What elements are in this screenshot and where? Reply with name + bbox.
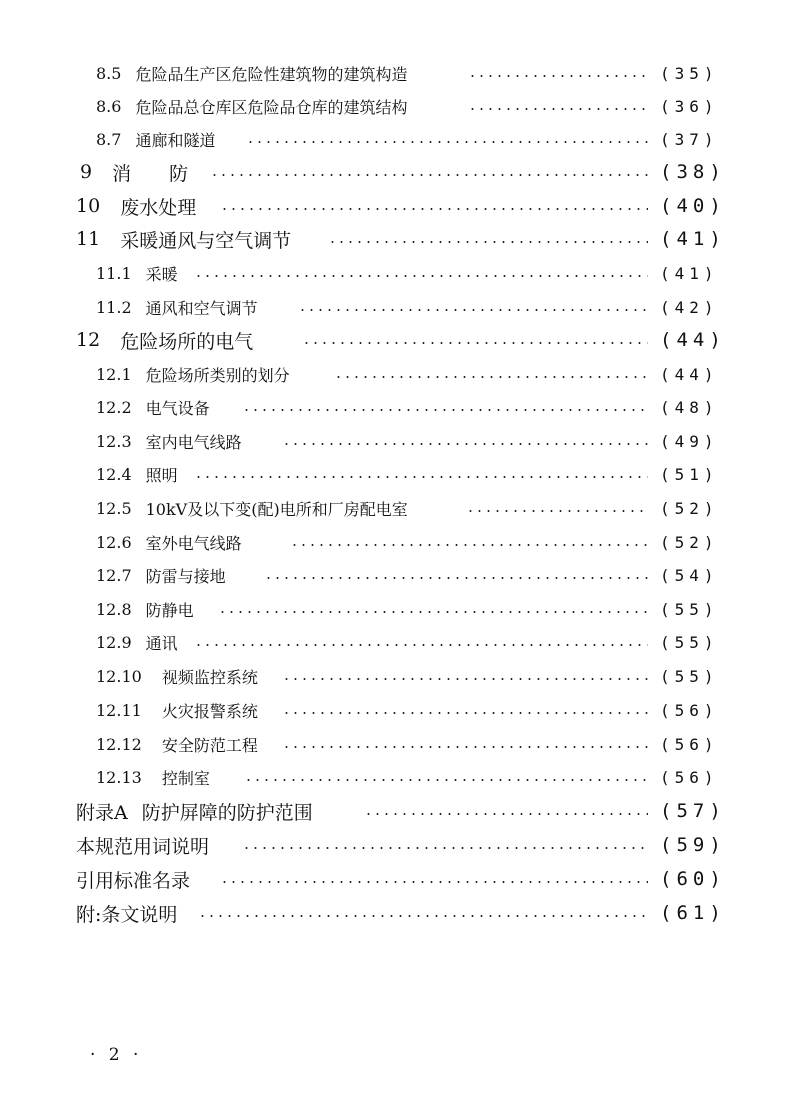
toc-entry-number: 11.1: [96, 263, 132, 283]
toc-entry-number: 12.5: [96, 498, 132, 518]
toc-entry[interactable]: [0, 558, 790, 592]
toc-entry-page: (55): [660, 599, 719, 619]
dot-leader: [468, 108, 648, 110]
toc-entry-number: 10: [76, 195, 101, 217]
toc-entry[interactable]: [0, 222, 790, 256]
toc-entry-title: 采暖: [145, 264, 178, 284]
toc-entry-page: (41): [660, 228, 726, 250]
dot-leader: [466, 510, 648, 512]
dot-leader: [198, 915, 648, 917]
toc-entry-page: (54): [660, 565, 719, 585]
toc-entry[interactable]: [0, 828, 790, 862]
toc-entry-title: 安全防范工程: [161, 735, 258, 755]
toc-entry-title: 视频监控系统: [161, 667, 258, 687]
dot-leader: [282, 443, 648, 445]
dot-leader: [282, 746, 648, 748]
dot-leader: [290, 544, 648, 546]
dot-leader: [334, 376, 648, 378]
toc-entry-number: 8.5: [96, 63, 122, 83]
toc-entry-title: 采暖通风与空气调节: [120, 229, 292, 252]
toc-entry-number: 12.12: [96, 734, 142, 754]
toc-entry-title: 10kV及以下变(配)电所和厂房配电室: [145, 499, 408, 519]
toc-entry-page: (52): [660, 498, 719, 518]
toc-entry-title: 附:条文说明: [76, 903, 178, 926]
toc-entry[interactable]: [0, 625, 790, 659]
toc-entry-page: (52): [660, 532, 719, 552]
toc-entry-title: 室内电气线路: [145, 432, 242, 452]
toc-entry[interactable]: [0, 189, 790, 223]
toc-entry[interactable]: [0, 693, 790, 727]
dot-leader: [194, 476, 648, 478]
toc-entry-title: 危险品总仓库区危险品仓库的建筑结构: [135, 97, 408, 117]
toc-entry[interactable]: [0, 357, 790, 391]
dot-leader: [264, 577, 648, 579]
toc-entry-page: (60): [660, 868, 726, 890]
toc-entry[interactable]: [0, 323, 790, 357]
toc-entry-title: 危险品生产区危险性建筑物的建筑构造: [135, 64, 408, 84]
dot-leader: [194, 644, 648, 646]
toc-entry-number: 12.9: [96, 632, 132, 652]
toc-entry-title: 室外电气线路: [145, 533, 242, 553]
toc-entry-page: (55): [660, 632, 719, 652]
toc-entry-number: 12.1: [96, 364, 132, 384]
toc-entry-title: 通风和空气调节: [145, 298, 258, 318]
dot-leader: [220, 881, 648, 883]
toc-entry[interactable]: [0, 155, 790, 189]
toc-entry-page: (36): [660, 96, 719, 116]
toc-entry-title: 照明: [145, 465, 178, 485]
toc-entry[interactable]: [0, 390, 790, 424]
dot-leader: [364, 813, 648, 815]
dot-leader: [468, 75, 648, 77]
toc-entry-number: 12.7: [96, 565, 132, 585]
toc-entry[interactable]: [0, 491, 790, 525]
toc-entry-title: 消 防: [112, 162, 189, 185]
dot-leader: [246, 141, 648, 143]
toc-entry-number: 11: [76, 228, 101, 250]
toc-entry-title: 电气设备: [145, 398, 210, 418]
dot-leader: [218, 611, 648, 613]
toc-entry-number: 12.6: [96, 532, 132, 552]
toc-entry[interactable]: [0, 592, 790, 626]
toc-entry-number: 12: [76, 329, 101, 351]
toc-entry-title: 防护屏障的防护范围: [141, 801, 313, 824]
toc-entry-number: 9: [80, 161, 93, 183]
toc-entry[interactable]: [0, 424, 790, 458]
toc-entry-number: 12.10: [96, 666, 142, 686]
toc-entry[interactable]: [0, 659, 790, 693]
toc-entry[interactable]: [0, 290, 790, 324]
toc-entry-page: (51): [660, 464, 719, 484]
toc-entry-page: (35): [660, 63, 719, 83]
toc-entry-page: (48): [660, 397, 719, 417]
toc-entry-page: (56): [660, 700, 719, 720]
toc-entry-number: 12.2: [96, 397, 132, 417]
toc-entry[interactable]: [0, 794, 790, 828]
toc-entry-page: (44): [660, 329, 726, 351]
toc-entry-title: 通廊和隧道: [135, 130, 216, 150]
dot-leader: [242, 847, 648, 849]
toc-entry[interactable]: [0, 862, 790, 896]
toc-entry-number: 附录A: [76, 801, 128, 824]
dot-leader: [244, 779, 648, 781]
toc-entry-title: 通讯: [145, 633, 178, 653]
dot-leader: [282, 678, 648, 680]
toc-entry[interactable]: [0, 256, 790, 290]
toc-entry-title: 防静电: [145, 600, 194, 620]
toc-entry[interactable]: [0, 727, 790, 761]
toc-entry-page: (57): [660, 800, 726, 822]
toc-entry-title: 危险场所的电气: [120, 330, 254, 353]
toc-entry-page: (40): [660, 195, 726, 217]
toc-entry[interactable]: [0, 525, 790, 559]
toc-entry-number: 11.2: [96, 297, 132, 317]
toc-entry[interactable]: [0, 760, 790, 794]
toc-entry[interactable]: [0, 122, 790, 156]
toc-entry-title: 防雷与接地: [145, 566, 226, 586]
toc-entry-title: 本规范用词说明: [76, 835, 210, 858]
dot-leader: [298, 309, 648, 311]
toc-entry-title: 废水处理: [120, 196, 197, 219]
toc-entry-number: 12.8: [96, 599, 132, 619]
toc-entry-page: (55): [660, 666, 719, 686]
dot-leader: [242, 409, 648, 411]
page-number: · 2 ·: [90, 1045, 143, 1065]
dot-leader: [282, 712, 648, 714]
toc-entry-page: (37): [660, 129, 719, 149]
toc-entry-title: 控制室: [161, 768, 210, 788]
toc-entry-title: 火灾报警系统: [161, 701, 258, 721]
toc-entry-page: (38): [660, 161, 726, 183]
toc-entry[interactable]: [0, 89, 790, 123]
toc-entry[interactable]: [0, 56, 790, 90]
toc-entry[interactable]: [0, 896, 790, 930]
toc-entry-number: 8.6: [96, 96, 122, 116]
toc-entry-title: 引用标准名录: [76, 869, 191, 892]
dot-leader: [220, 208, 648, 210]
toc-entry-page: (59): [660, 834, 726, 856]
dot-leader: [302, 342, 648, 344]
toc-entry-page: (61): [660, 902, 726, 924]
toc-entry-number: 12.11: [96, 700, 142, 720]
toc-entry-title: 危险场所类别的划分: [145, 365, 290, 385]
toc-entry-number: 8.7: [96, 129, 122, 149]
toc-entry-number: 12.3: [96, 431, 132, 451]
toc-entry-page: (42): [660, 297, 719, 317]
dot-leader: [210, 174, 648, 176]
toc-entry-number: 12.4: [96, 464, 132, 484]
toc-entry-page: (56): [660, 734, 719, 754]
dot-leader: [194, 275, 648, 277]
toc-entry-page: (41): [660, 263, 719, 283]
toc-entry-page: (44): [660, 364, 719, 384]
toc-entry[interactable]: [0, 457, 790, 491]
dot-leader: [328, 241, 648, 243]
toc-entry-page: (49): [660, 431, 719, 451]
toc-entry-number: 12.13: [96, 767, 142, 787]
toc-entry-page: (56): [660, 767, 719, 787]
